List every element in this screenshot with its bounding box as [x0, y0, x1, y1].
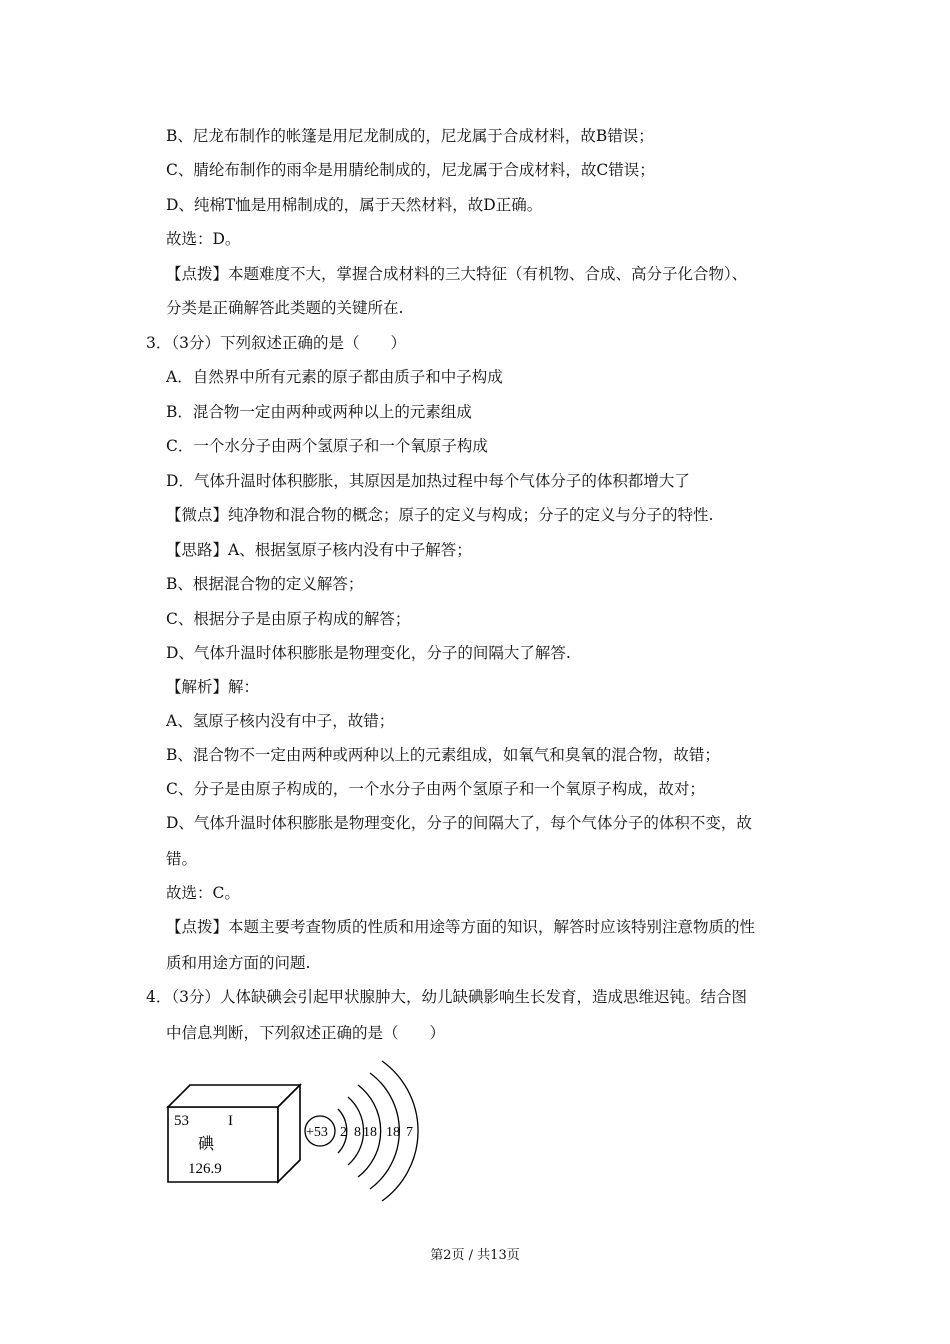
text-line: B、根据混合物的定义解答；	[166, 575, 364, 593]
shell-electrons: 7	[406, 1125, 413, 1140]
shell-electrons: 2	[340, 1125, 347, 1140]
text-line: 中信息判断，下列叙述正确的是（ ）	[166, 1024, 446, 1042]
text-line: 【微点】纯净物和混合物的概念；原子的定义与构成；分子的定义与分子的特性.	[166, 506, 714, 524]
text-line: B、尼龙布制作的帐篷是用尼龙制成的，尼龙属于合成材料，故B错误；	[166, 127, 654, 145]
shell-electrons: 18	[386, 1125, 400, 1140]
page-footer: 第2页 / 共13页	[430, 1248, 520, 1263]
text-line: C、根据分子是由原子构成的解答；	[166, 610, 411, 628]
atomic-number: 53	[174, 1113, 189, 1129]
question-4-stem: 4．（3分）人体缺碘会引起甲状腺肿大，幼儿缺碘影响生长发育，造成思维迟钝。结合图	[146, 988, 747, 1006]
atomic-mass: 126.9	[188, 1161, 222, 1177]
text-line: 【点拨】本题难度不大，掌握合成材料的三大特征（有机物、合成、高分子化合物）、	[166, 265, 748, 283]
element-card	[168, 1085, 300, 1182]
nucleus-charge: +53	[306, 1125, 328, 1140]
text-line: D、气体升温时体积膨胀是物理变化，分子的间隔大了解答.	[166, 644, 571, 662]
option-c: C．一个水分子由两个氢原子和一个氧原子构成	[166, 437, 488, 455]
option-a: A．自然界中所有元素的原子都由质子和中子构成	[166, 368, 503, 386]
iodine-figure	[160, 1055, 430, 1205]
atom-structure	[305, 1061, 418, 1201]
text-line: 【点拨】本题主要考查物质的性质和用途等方面的知识，解答时应该特别注意物质的性	[166, 918, 756, 936]
element-symbol: I	[228, 1113, 233, 1129]
option-b: B．混合物一定由两种或两种以上的元素组成	[166, 403, 472, 421]
text-line: C、分子是由原子构成的，一个水分子由两个氢原子和一个氧原子构成，故对；	[166, 780, 705, 798]
text-line: 分类是正确解答此类题的关键所在.	[166, 299, 404, 317]
question-3-stem: 3．（3分）下列叙述正确的是（ ）	[146, 334, 406, 352]
text-line: 故选：D。	[166, 230, 241, 248]
text-line: A、氢原子核内没有中子，故错；	[166, 712, 395, 730]
text-line: D、纯棉T恤是用棉制成的，属于天然材料，故D正确。	[166, 196, 543, 214]
text-line: D、气体升温时体积膨胀是物理变化，分子的间隔大了，每个气体分子的体积不变，故	[166, 814, 752, 832]
text-line: 【思路】A、根据氢原子核内没有中子解答；	[166, 541, 472, 559]
option-d: D．气体升温时体积膨胀，其原因是加热过程中每个气体分子的体积都增大了	[166, 472, 690, 490]
shell-electrons: 18	[363, 1125, 377, 1140]
text-line: 质和用途方面的问题.	[166, 954, 311, 972]
text-line: 故选：C。	[166, 884, 240, 902]
shell-electrons: 8	[354, 1125, 361, 1140]
element-name: 碘	[198, 1136, 215, 1153]
text-line: C、腈纶布制作的雨伞是用腈纶制成的，尼龙属于合成材料，故C错误；	[166, 161, 655, 179]
text-line: 错。	[166, 850, 198, 868]
text-line: 【解析】解：	[166, 678, 260, 696]
text-line: B、混合物不一定由两种或两种以上的元素组成，如氧气和臭氧的混合物，故错；	[166, 746, 720, 764]
